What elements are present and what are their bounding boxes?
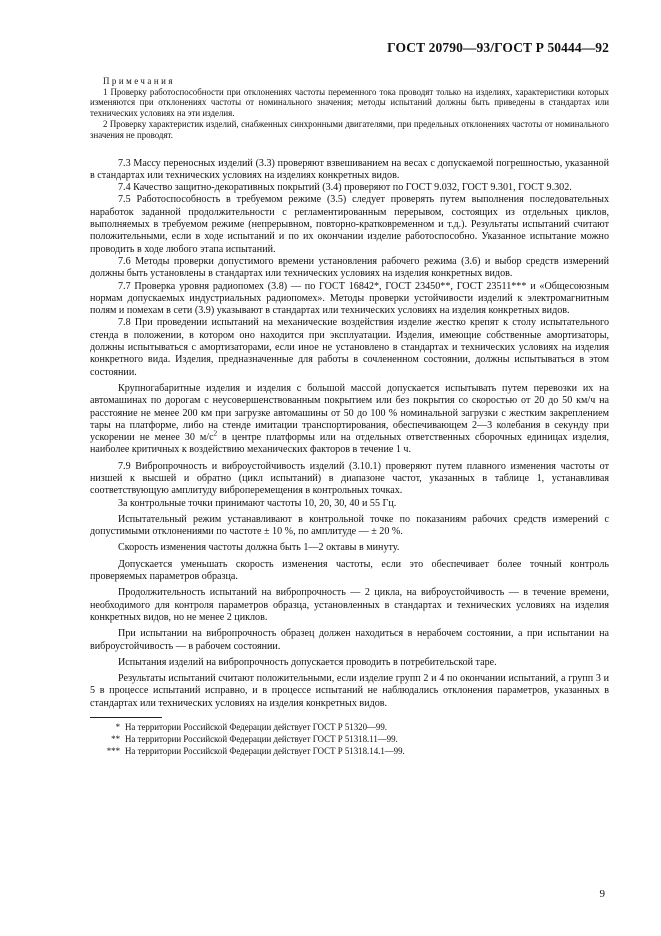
main-text [90,158,609,710]
paragraph-control-points: За контрольные точки принимают частоты 10, 20, 30, 40 и 55 Гц. [118,497,397,509]
page-number: 9 [599,888,605,900]
footnotes [90,721,609,757]
note-item: 1 Проверку работоспособности при отклонениях частоты переменного тока проводят только на изделиях, характеристики которых изменяются при отклонениях частоты от номинального значения; методы испытаний должны быть приведены в стандартах или технических условиях на эти изделия. [90,86,609,118]
page-header-title: ГОСТ 20790—93/ГОСТ Р 50444—92 [387,40,609,55]
paragraph-packaging: Испытания изделий на вибропрочность допускается проводить в потребительской таре. [118,656,497,668]
footnote-mark: * [115,722,120,733]
paragraph-rate-reduction: Допускается уменьшать скорость изменения частоты, если это обеспечивает более точный контроль проверяемых параметров образца. [90,558,609,583]
transport-text-after: в центре платформы или на отдельных ответственных сборочных единицах изделия, наиболее критичных к воздействию механических факторов в течение 1 ч. [90,432,609,456]
paragraph-7-7: 7.7 Проверка уровня радиопомех (3.8) — по ГОСТ 16842*, ГОСТ 23450**, ГОСТ 23511*** и «Общесоюзным нормам допускаемых индустриальных радиопомех». Методы проверки устойчивости изделий к электромагнитным полям и помехам в сети (3.9) указывают в стандартах или технических условиях на изделия конкретных видов. [90,280,609,317]
notes-block [90,76,609,141]
paragraph-7-5: 7.5 Работоспособность в требуемом режиме (3.5) следует проверять путем выполнения последовательных наработок заданной продолжительности с регламентированным перерывом, состоящих из отдельных циклов, выполняемых в требуемом режиме (непрерывном, повторно-кратковременном и т.д.). Результаты испытаний считают положительными, если в ходе испытаний и по их окончании изделие работоспособно. Указанное испытание можно проводить в ходе любого этапа испытаний. [90,194,609,255]
page-content [90,76,609,757]
footnote-text: На территории Российской Федерации действует ГОСТ Р 51318.11—99. [125,734,398,745]
footnote-divider [90,717,162,718]
paragraph-results: Результаты испытаний считают положительными, если изделие групп 2 и 4 по окончании испытаний, а групп 3 и 5 в процессе испытаний исправно, и в процессе испытаний не наблюдались отклонения параметров, указанных в стандартах или технических условиях на изделия конкретных видов. [90,673,609,709]
footnote-item [90,721,609,733]
paragraph-7-3: 7.3 Массу переносных изделий (3.3) проверяют взвешиванием на весах с допускаемой погрешностью, указанной в стандартах или технических условиях на изделиях конкретных видов. [90,157,609,181]
paragraph-transport [90,383,609,457]
notes-title: Примечания [103,76,175,86]
paragraph-frequency-rate: Скорость изменения частоты должна быть 1—2 октавы в минуту. [118,542,400,554]
footnote-mark: ** [111,734,120,745]
transport-text-before: Крупногабаритные изделия и изделия с большой массой допускается испытывать путем перевозки их на автомашинах по дорогам с неусовершенствованным покрытием или без покрытия со скоростью от 20 до 50 км/ч на расстояние не менее 200 км при загрузке автомашины от 50 до 100 % номинальной загрузки с жестким закреплением тары на платформе, либо на стенде имитации транспортирования, обеспечивающем 2—3 колебания в секунду при ускорении не менее 30 м/с [90,382,609,444]
note-item: 2 Проверку характеристик изделий, снабженных синхронными двигателями, при предельных отклонениях частоты от номинального значения не проводят. [90,119,609,140]
footnote-mark: *** [106,746,120,757]
paragraph-duration: Продолжительность испытаний на вибропрочность — 2 цикла, на виброустойчивость — в течение времени, необходимого для контроля параметров образца, установленных в стандартах и технических условиях на изделия конкретных видов, но не менее 2 циклов. [90,587,609,623]
footnote-text: На территории Российской Федерации действует ГОСТ Р 51320—99. [125,722,388,733]
paragraph-7-8: 7.8 При проведении испытаний на механические воздействия изделие жестко крепят к столу испытательного стенда в положении, в котором оно находится при эксплуатации. Изделия, имеющие собственные амортизаторы, должны испытываться с амортизаторами, если иное не установлено в стандартах и технических условиях на изделия конкретного вида. Изделия, предназначенные для работы в сочлененном состоянии, должны испытываться в этом состоянии. [90,317,609,378]
footnote-item [90,733,609,745]
footnote-text: На территории Российской Федерации действует ГОСТ Р 51318.14.1—99. [125,746,405,757]
footnote-item [90,745,609,757]
paragraph-sample-state: При испытании на вибропрочность образец должен находиться в нерабочем состоянии, а при испытании на виброустойчивость — в рабочем состоянии. [90,628,609,652]
paragraph-test-mode: Испытательный режим устанавливают в контрольной точке по показаниям рабочих средств измерений с допустимыми отклонениями по частоте ± 10 %, по амплитуде — ± 20 %. [90,513,609,538]
transport-superscript: 2 [213,429,218,438]
paragraph-7-9: 7.9 Вибропрочность и виброустойчивость изделий (3.10.1) проверяют путем плавного изменения частоты от низшей к высшей и обратно (цикл испытаний) в диапазоне частот, указанных в таблице 1, устанавливая соответствующую амплитуду виброперемещения в контрольных точках. [90,460,609,497]
paragraph-7-6: 7.6 Методы проверки допустимого времени установления рабочего режима (3.6) и выбор средств измерений должны быть установлены в стандартах или технических условиях на изделия конкретных видов. [90,255,609,280]
paragraph-7-4: 7.4 Качество защитно-декоративных покрытий (3.4) проверяют по ГОСТ 9.032, ГОСТ 9.301, ГОСТ 9.302. [118,182,572,194]
